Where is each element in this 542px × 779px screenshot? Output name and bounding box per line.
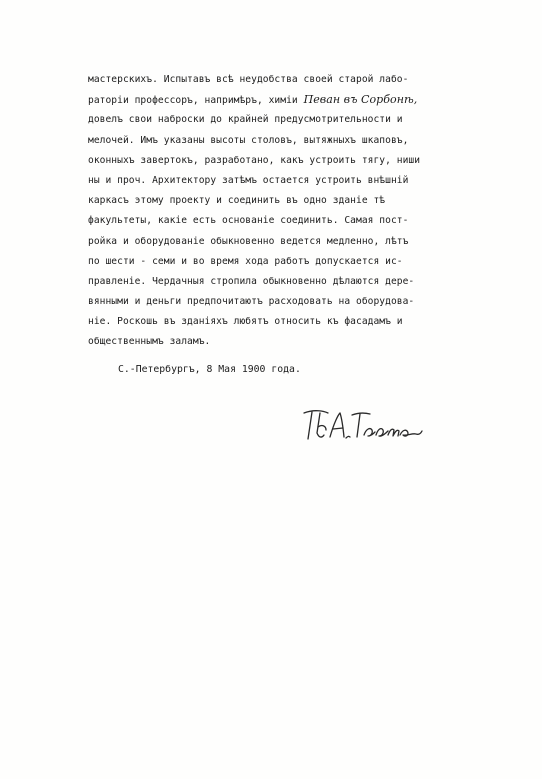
text-line-7: каркасъ этому проекту и соединить въ одно зданіе тѣ [88,195,386,207]
body-text [88,70,468,353]
handwritten-signature [300,405,425,447]
text-line-1: мастерскихъ. Испытавъ всѣ неудобства своей старой лабо- [88,74,409,85]
text-line-10: по шести - семи и во время хода работъ допускается ис- [88,255,403,267]
text-line-9: ройка и оборудованіе обыкновенно ведется медленно, лѣтъ [88,235,409,247]
text-line-11: правленіе. Чердачныя стропила обыкновенно дѣлаются дере- [88,275,415,287]
text-line-2-typed: раторіи профессоръ, напримѣръ, химіи [88,95,298,107]
text-line-3: довелъ свои наброски до крайней предусмотрительности и [88,114,403,126]
text-line-2 [88,90,468,110]
text-line-14: общественнымъ заламъ. [88,336,211,348]
date-line: С.-Петербургъ, 8 Мая 1900 года. [118,364,301,375]
handwritten-insert: Певан въ Сорбонѣ, [303,93,418,107]
text-line-13: ніе. Роскошь въ зданіяхъ любятъ относить къ фасадамъ и [88,316,403,328]
text-line-5: оконныхъ завертокъ, разработано, какъ устроить тягу, ниши [88,154,421,166]
text-line-4: мелочей. Имъ указаны высоты столовъ, вытяжныхъ шкаповъ, [88,134,409,146]
text-line-12: вянными и деньги предпочитаютъ расходовать на оборудова- [88,296,415,308]
text-line-8: факультеты, какіе есть основаніе соединить. Самая пост- [88,215,409,227]
text-line-6: ны и проч. Архитектору затѣмъ остается устроить внѣшній [88,174,409,186]
